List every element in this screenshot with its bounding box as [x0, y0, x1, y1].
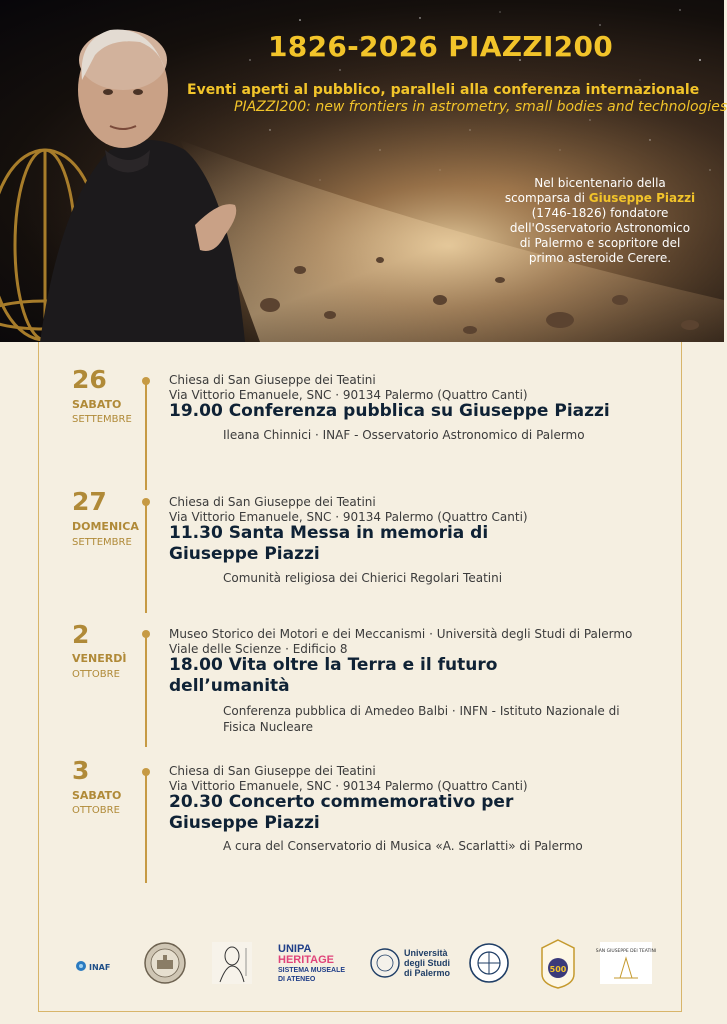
event-month: SETTEMBRE	[72, 537, 132, 548]
event-title: 11.30 Santa Messa in memoria di Giuseppe Piazzi	[169, 523, 489, 564]
osservatorio-seal-logo	[144, 942, 186, 984]
event-title: 18.00 Vita oltre la Terra e il futuro dell’umanità	[169, 655, 498, 696]
san-giuseppe-teatini-logo	[595, 942, 657, 984]
event-day: 2	[72, 620, 90, 649]
svg-text:INAF: INAF	[89, 963, 111, 972]
inaf-logo	[74, 956, 118, 976]
event-speaker: A cura del Conservatorio di Musica «A. Scarlatti» di Palermo	[223, 839, 583, 853]
event-day: 26	[72, 365, 107, 394]
event-month: OTTOBRE	[72, 669, 120, 680]
event-venue: Chiesa di San Giuseppe dei Teatini	[169, 373, 376, 387]
event-address: Via Vittorio Emanuele, SNC · 90134 Palermo (Quattro Canti)	[169, 510, 528, 524]
event-day: 27	[72, 487, 107, 516]
unipa-seal-icon	[370, 948, 400, 978]
event-speaker: Ileana Chinnici · INAF - Osservatorio Astronomico di Palermo	[223, 428, 585, 442]
event-series-title: 1826-2026 PIAZZI200	[268, 30, 614, 63]
event-title: 20.30 Concerto commemorativo per Giuseppe Piazzi	[169, 792, 514, 833]
event-venue: Chiesa di San Giuseppe dei Teatini	[169, 764, 376, 778]
piazzi-sketch-logo	[212, 942, 252, 984]
unipa-name-logo: Università degli Studi di Palermo	[404, 948, 451, 978]
teatini-500-badge	[540, 938, 576, 990]
event-address: Viale delle Scienze · Edificio 8	[169, 642, 348, 656]
svg-text:500: 500	[549, 965, 567, 974]
timeline-line	[145, 503, 147, 613]
event-day: 3	[72, 756, 90, 785]
svg-text:SAN GIUSEPPE DEI TEATINI: SAN GIUSEPPE DEI TEATINI	[595, 949, 657, 954]
timeline-line	[145, 635, 147, 747]
event-weekday: VENERDÌ	[72, 652, 127, 665]
event-weekday: SABATO	[72, 398, 122, 411]
bicentenary-note: Nel bicentenario della scomparsa di Giuseppe Piazzi (1746-1826) fondatore dell'Osservatorio Astronomico di Palermo e scopritore del primo asteroide Cerere.	[504, 176, 696, 265]
piazzi-name: Giuseppe Piazzi	[588, 191, 696, 205]
event-series-subtitle: Eventi aperti al pubblico, paralleli alla conferenza internazionale	[187, 82, 700, 98]
event-weekday: SABATO	[72, 789, 122, 802]
timeline-line	[145, 773, 147, 883]
event-address: Via Vittorio Emanuele, SNC · 90134 Palermo (Quattro Canti)	[169, 388, 528, 402]
event-speaker: Conferenza pubblica di Amedeo Balbi · INFN - Istituto Nazionale di Fisica Nucleare	[223, 704, 620, 734]
event-venue: Museo Storico dei Motori e dei Meccanismi · Università degli Studi di Palermo	[169, 627, 633, 641]
museo-motori-logo	[468, 942, 510, 984]
conference-name: PIAZZI200: new frontiers in astrometry, small bodies and technologies	[234, 99, 727, 115]
timeline-line	[145, 382, 147, 490]
event-weekday: DOMENICA	[72, 520, 139, 533]
piazzi-portrait	[0, 0, 260, 342]
event-title: 19.00 Conferenza pubblica su Giuseppe Piazzi	[169, 401, 610, 421]
event-month: OTTOBRE	[72, 805, 120, 816]
event-speaker: Comunità religiosa dei Chierici Regolari Teatini	[223, 571, 503, 585]
unipa-heritage-logo: UNIPA HERITAGE SISTEMA MUSEALE DI ATENEO	[278, 943, 346, 983]
event-month: SETTEMBRE	[72, 414, 132, 425]
event-address: Via Vittorio Emanuele, SNC · 90134 Palermo (Quattro Canti)	[169, 779, 528, 793]
partner-logos	[0, 936, 724, 996]
hero-banner	[0, 0, 727, 342]
event-venue: Chiesa di San Giuseppe dei Teatini	[169, 495, 376, 509]
